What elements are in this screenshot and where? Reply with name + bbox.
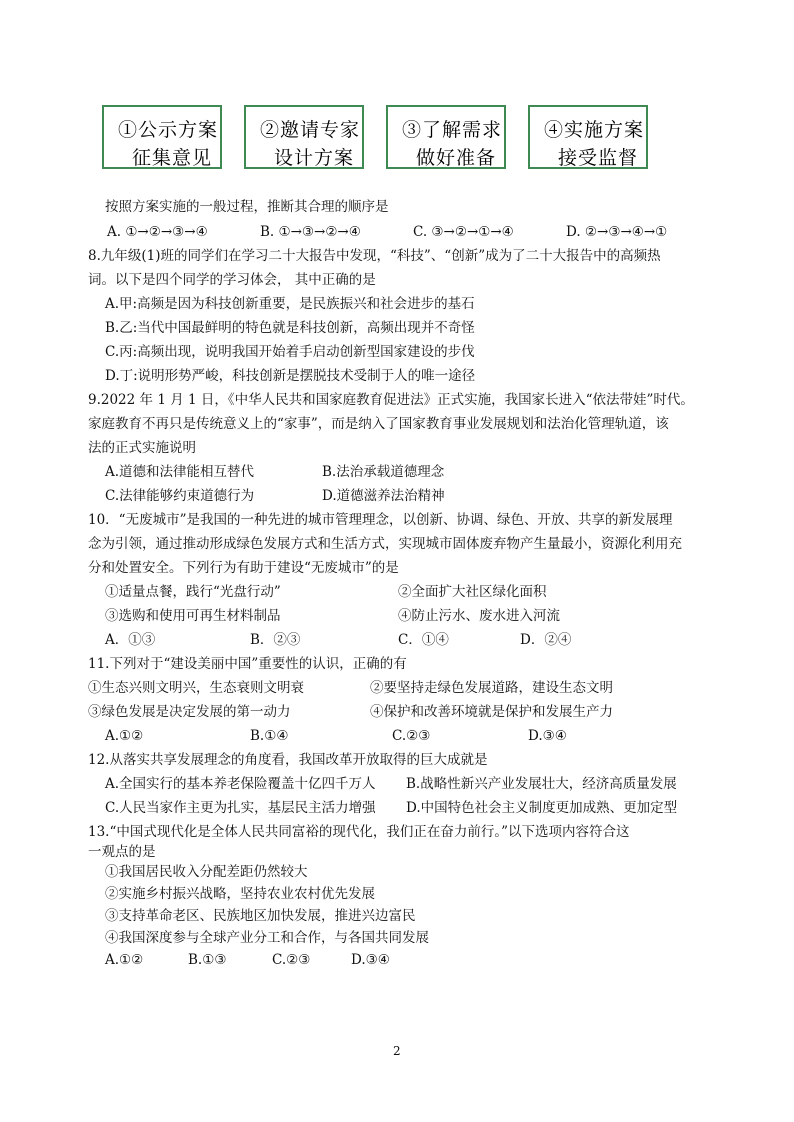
q10-stem-line3: 分和处置安全。下列行为有助于建设“无废城市”的是 — [88, 560, 399, 576]
step-box-3 — [386, 105, 506, 169]
q10-stem-line2: 念为引领，通过推动形成绿色发展方式和生活方式，实现城市固体废弃物产生量最小，资源化利用充 — [88, 536, 682, 552]
q9-option-c: C.法律能够约束道德行为 — [105, 488, 255, 504]
step-2-line1: ②邀请专家 — [260, 119, 361, 141]
q13-item-1: ①我国居民收入分配差距仍然较大 — [105, 864, 308, 880]
q9-stem-line2: 家庭教育不再只是传统意义上的“家事”，而是纳入了国家教育事业发展规划和法治化管理轨道，该 — [88, 416, 669, 432]
q12-stem: 12.从落实共享发展理念的角度看，我国改革开放取得的巨大成就是 — [88, 752, 488, 768]
q7-option-c: C. ③→②→①→④ — [413, 224, 514, 240]
q9-option-a: A.道德和法律能相互替代 — [105, 464, 255, 480]
q12-option-b: B.战略性新兴产业发展壮大，经济高质量发展 — [406, 776, 677, 792]
q10-option-a: A．①③ — [105, 632, 156, 648]
step-3-line1: ③了解需求 — [402, 119, 503, 141]
q11-item-2: ②要坚持走绿色发展道路，建设生态文明 — [370, 680, 613, 696]
step-3-line2: 做好准备 — [416, 147, 497, 169]
step-box-2 — [244, 105, 364, 169]
q8-option-c: C.丙:高频出现，说明我国开始着手启动创新型国家建设的步伐 — [105, 344, 475, 360]
q9-stem-line1: 9.2022 年 1 月 1 日，《中华人民共和国家庭教育促进法》正式实施，我国家长进入“依法带娃”时代。 — [88, 392, 694, 408]
q7-option-d: D. ②→③→④→① — [566, 224, 668, 240]
q8-option-a: A.甲:高频是因为科技创新重要，是民族振兴和社会进步的基石 — [105, 296, 475, 312]
q10-item-4: ④防止污水、废水进入河流 — [398, 608, 560, 624]
q7-option-a: A. ①→②→③→④ — [107, 224, 208, 240]
step-4-line1: ④实施方案 — [544, 119, 645, 141]
q10-item-1: ①适量点餐，践行“光盘行动” — [105, 584, 281, 600]
step-1-line2: 征集意见 — [132, 147, 213, 169]
q10-item-3: ③选购和使用可再生材料制品 — [105, 608, 281, 624]
step-box-4 — [528, 105, 648, 169]
q13-stem-line1: 13.“中国式现代化是全体人民共同富裕的现代化，我们正在奋力前行。”以下选项内容符合这 — [88, 824, 630, 840]
q13-option-c: C.②③ — [272, 952, 311, 968]
step-1-line1: ①公示方案 — [118, 119, 219, 141]
q11-option-c: C.②③ — [392, 728, 431, 744]
q7-option-b: B. ①→③→②→④ — [260, 224, 361, 240]
q10-option-d: D．②④ — [520, 632, 572, 648]
process-steps — [102, 105, 672, 175]
q13-option-a: A.①② — [105, 952, 144, 968]
q7-stem: 按照方案实施的一般过程，推断其合理的顺序是 — [105, 199, 389, 215]
q9-stem-line3: 法的正式实施说明 — [88, 440, 196, 456]
q11-item-4: ④保护和改善环境就是保护和发展生产力 — [370, 704, 613, 720]
q12-option-a: A.全国实行的基本养老保险覆盖十亿四千万人 — [105, 776, 376, 792]
q13-item-3: ③支持革命老区、民族地区加快发展，推进兴边富民 — [105, 908, 416, 924]
q13-option-d: D.③④ — [351, 952, 390, 968]
step-2-line2: 设计方案 — [274, 147, 355, 169]
q10-stem-line1: 10．“无废城市”是我国的一种先进的城市管理理念，以创新、协调、绿色、开放、共享的新发展理 — [88, 512, 673, 528]
q11-option-d: D.③④ — [528, 728, 567, 744]
q8-option-d: D.丁:说明形势严峻，科技创新是摆脱技术受制于人的唯一途径 — [105, 368, 476, 384]
q11-option-b: B.①④ — [250, 728, 289, 744]
q9-option-d: D.道德滋养法治精神 — [322, 488, 445, 504]
q10-option-c: C．①④ — [398, 632, 449, 648]
page-number: 2 — [393, 1044, 401, 1058]
q12-option-c: C.人民当家作主更为扎实，基层民主活力增强 — [105, 800, 376, 816]
step-box-1 — [102, 105, 222, 169]
q11-item-1: ①生态兴则文明兴，生态衰则文明衰 — [88, 680, 304, 696]
q11-option-a: A.①② — [105, 728, 144, 744]
q8-stem-line2: 词。以下是四个同学的学习体会， 其中正确的是 — [88, 272, 376, 288]
q13-item-2: ②实施乡村振兴战略，坚持农业农村优先发展 — [105, 886, 375, 902]
q13-stem-line2: 一观点的是 — [88, 844, 156, 860]
q11-stem: 11.下列对于“建设美丽中国”重要性的认识，正确的有 — [88, 656, 407, 672]
q10-item-2: ②全面扩大社区绿化面积 — [398, 584, 547, 600]
q11-item-3: ③绿色发展是决定发展的第一动力 — [88, 704, 291, 720]
q8-stem-line1: 8.九年级(1)班的同学们在学习二十大报告中发现，“科技”、“创新”成为了二十大报告中的高频热 — [88, 248, 661, 264]
q8-option-b: B.乙:当代中国最鲜明的特色就是科技创新，高频出现并不奇怪 — [105, 320, 475, 336]
q13-option-b: B.①③ — [188, 952, 227, 968]
q12-option-d: D.中国特色社会主义制度更加成熟、更加定型 — [406, 800, 678, 816]
q9-option-b: B.法治承载道德理念 — [322, 464, 445, 480]
q10-option-b: B．②③ — [250, 632, 301, 648]
q13-item-4: ④我国深度参与全球产业分工和合作，与各国共同发展 — [105, 930, 429, 946]
step-4-line2: 接受监督 — [558, 147, 639, 169]
